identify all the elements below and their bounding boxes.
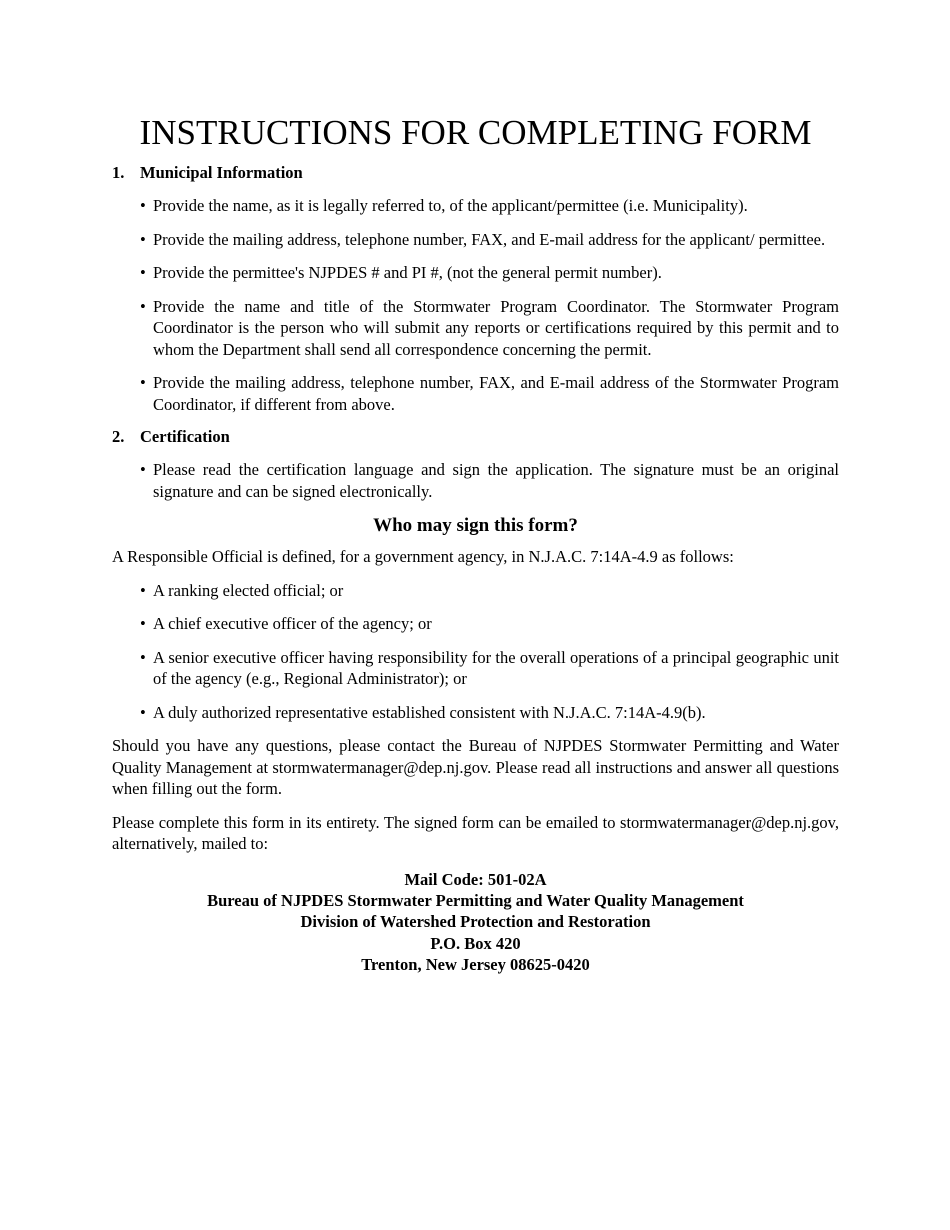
instructions-page <box>112 112 839 976</box>
list-item-text: Provide the name and title of the Stormwater Program Coordinator. The Stormwater Program Coordinator is the person who will submit any reports or certifications required by this permit and to whom the Department shall send all correspondence concerning the permit. <box>153 296 839 359</box>
bullet-icon: • <box>140 196 146 215</box>
bullet-icon: • <box>140 580 146 600</box>
address-line: Division of Watershed Protection and Restoration <box>300 912 651 932</box>
page-title: INSTRUCTIONS FOR COMPLETING FORM <box>139 113 812 152</box>
questions-paragraph: Should you have any questions, please contact the Bureau of NJPDES Stormwater Permitting and Water Quality Management at stormwatermanager@dep.nj.gov. Please read all instructions and answer all questions when filling out the form. <box>112 736 839 798</box>
section-title: Certification <box>140 427 230 446</box>
list-item <box>112 459 839 502</box>
list-item-text: A ranking elected official; or <box>153 580 344 600</box>
address-line: P.O. Box 420 <box>430 933 521 953</box>
section-number: 1. <box>112 163 125 182</box>
section-title: Municipal Information <box>140 163 303 182</box>
who-may-sign-heading: Who may sign this form? <box>373 515 578 536</box>
list-item-text: Provide the mailing address, telephone number, FAX, and E-mail address for the applicant/ permittee. <box>153 229 826 249</box>
list-item-text: Provide the name, as it is legally referred to, of the applicant/permittee (i.e. Municipality). <box>153 196 748 215</box>
submit-paragraph: Please complete this form in its entirety. The signed form can be emailed to stormwatermanager@dep.nj.gov, alternatively, mailed to: <box>112 812 839 853</box>
list-item <box>112 702 839 724</box>
list-item <box>112 647 839 690</box>
bullet-icon: • <box>140 647 146 667</box>
bullet-icon: • <box>140 229 146 249</box>
address-line: Trenton, New Jersey 08625-0420 <box>361 955 590 975</box>
address-line: Bureau of NJPDES Stormwater Permitting and Water Quality Management <box>207 890 744 910</box>
section-number: 2. <box>112 427 125 446</box>
list-item <box>112 229 839 251</box>
bullet-icon: • <box>140 263 146 282</box>
list-item <box>112 580 839 602</box>
list-item-text: A chief executive officer of the agency; or <box>153 614 432 633</box>
section-municipal-information-heading <box>112 163 839 183</box>
bullet-icon: • <box>140 460 146 479</box>
list-item <box>112 372 839 415</box>
list-item <box>112 195 839 217</box>
list-item <box>112 296 839 361</box>
list-item-text: A duly authorized representative established consistent with N.J.A.C. 7:14A-4.9(b). <box>153 702 706 722</box>
mailing-address <box>112 869 839 976</box>
bullet-icon: • <box>140 702 146 722</box>
list-item-text: Please read the certification language and sign the application. The signature must be an original signature and can be signed electronically. <box>153 460 839 501</box>
bullet-icon: • <box>140 373 146 392</box>
address-line: Mail Code: 501-02A <box>404 869 547 889</box>
certification-list <box>112 459 839 502</box>
bullet-icon: • <box>140 296 146 316</box>
list-item <box>112 262 839 284</box>
list-item-text: A senior executive officer having responsibility for the overall operations of a principal geographic unit of the agency (e.g., Regional Administrator); or <box>153 647 839 688</box>
responsible-official-intro: A Responsible Official is defined, for a government agency, in N.J.A.C. 7:14A-4.9 as follows: <box>112 547 734 566</box>
responsible-official-list <box>112 580 839 724</box>
list-item-text: Provide the mailing address, telephone number, FAX, and E-mail address of the Stormwater Program Coordinator, if different from above. <box>153 373 839 414</box>
list-item-text: Provide the permittee's NJPDES # and PI #, (not the general permit number). <box>153 263 662 282</box>
section-certification-heading <box>112 427 839 447</box>
list-item <box>112 613 839 635</box>
municipal-information-list <box>112 195 839 415</box>
bullet-icon: • <box>140 614 146 633</box>
